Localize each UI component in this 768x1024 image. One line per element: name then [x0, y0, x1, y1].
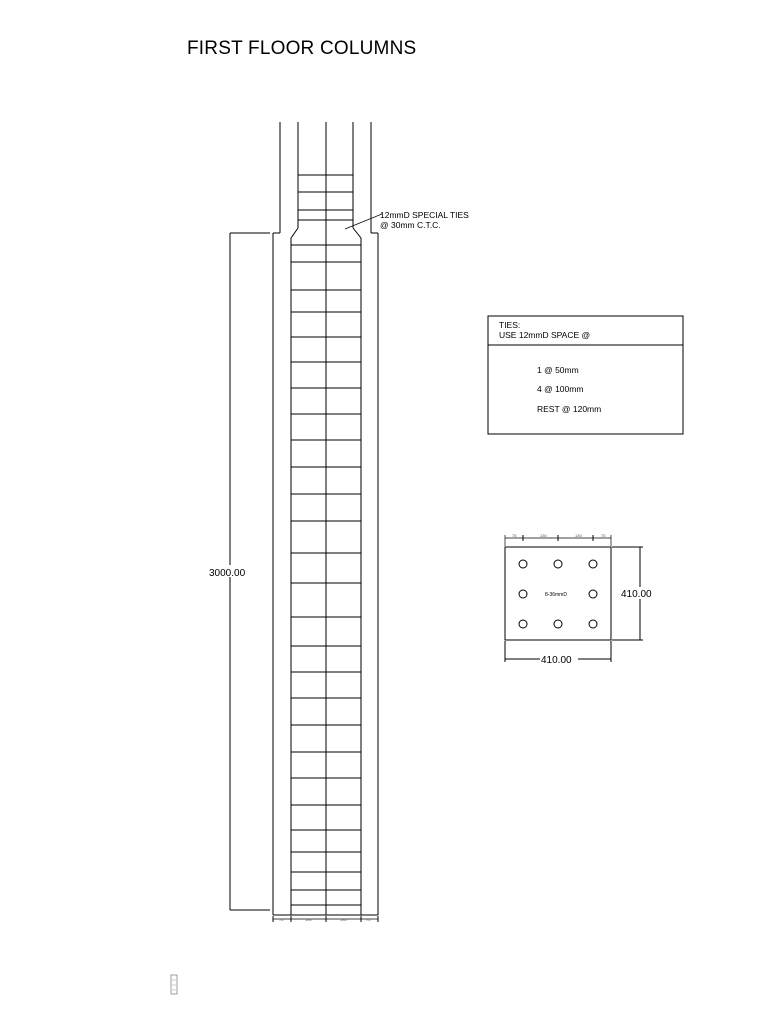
- section-top-dim-label: 75: [601, 533, 606, 538]
- bottom-dim-label: 75: [279, 917, 284, 922]
- column-section: [505, 533, 659, 666]
- page-marker-icon: [171, 975, 177, 994]
- rebar-circle: [589, 620, 597, 628]
- page-title: FIRST FLOOR COLUMNS: [187, 38, 417, 59]
- rebar-circle: [519, 620, 527, 628]
- height-dimension-label: 3000.00: [209, 568, 246, 579]
- bottom-dim-label: 130: [305, 917, 312, 922]
- section-height-dim: 410.00: [621, 589, 652, 600]
- ties-row: REST @ 120mm: [537, 404, 602, 414]
- bottom-dim-label: 75: [366, 917, 371, 922]
- height-dimension: [206, 233, 270, 910]
- rebar-circle: [589, 590, 597, 598]
- ties-heading: TIES:: [499, 320, 521, 330]
- ties-heading-sub: USE 12mmD SPACE @: [499, 330, 591, 340]
- column-elevation: [273, 122, 378, 922]
- special-ties-spacing: @ 30mm C.T.C.: [380, 220, 441, 230]
- rebar-circle: [589, 560, 597, 568]
- special-ties-callout: [345, 210, 469, 230]
- ties-row: 1 @ 50mm: [537, 365, 579, 375]
- section-top-dim-label: 130: [575, 533, 582, 538]
- rebar-circle: [554, 560, 562, 568]
- bars-label: 8-36mmD: [545, 592, 567, 598]
- special-ties-label: 12mmD SPECIAL TIES: [380, 210, 469, 220]
- section-top-dim-label: 75: [512, 533, 517, 538]
- rebar-circle: [519, 590, 527, 598]
- section-width-dim: 410.00: [541, 655, 572, 666]
- bottom-dim-label: 130: [340, 917, 347, 922]
- ties-row: 4 @ 100mm: [537, 384, 584, 394]
- ties-table: [488, 316, 683, 434]
- rebar-circle: [519, 560, 527, 568]
- rebar-circle: [554, 620, 562, 628]
- section-top-dim-label: 130: [540, 533, 547, 538]
